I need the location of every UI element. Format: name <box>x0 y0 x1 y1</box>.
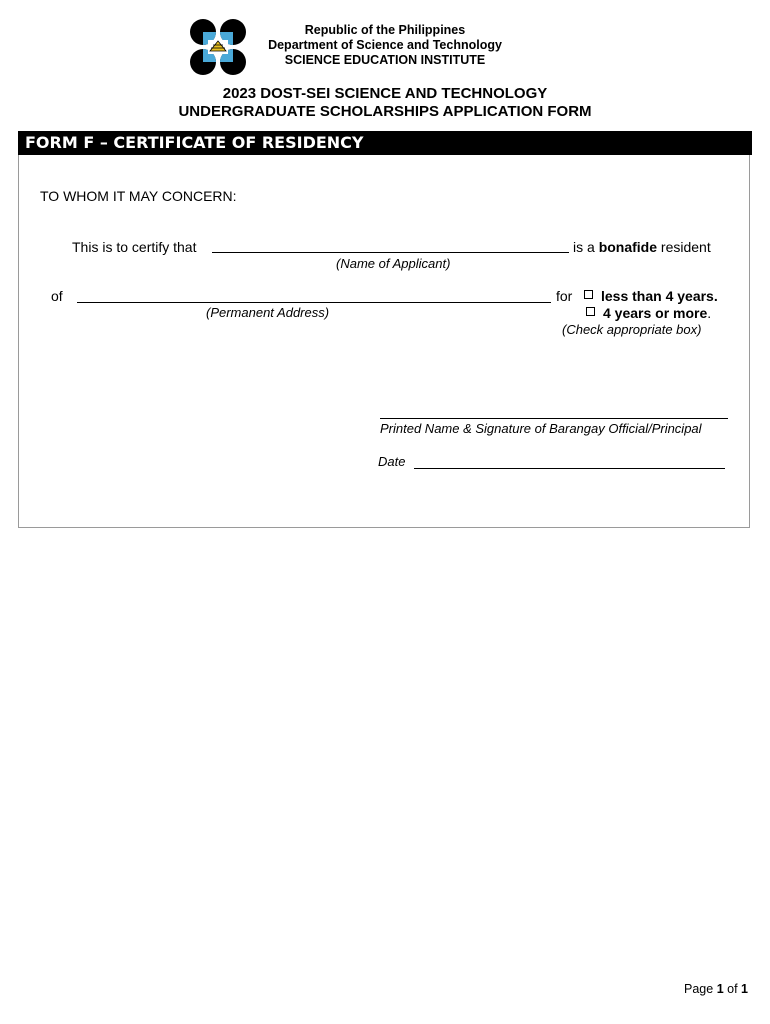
name-caption: (Name of Applicant) <box>336 256 451 271</box>
header-republic: Republic of the Philippines <box>304 23 466 37</box>
form-banner: FORM F – CERTIFICATE OF RESIDENCY <box>18 131 752 155</box>
of-label: of <box>51 288 63 304</box>
form-title-line1: 2023 DOST-SEI SCIENCE AND TECHNOLOGY <box>222 85 548 102</box>
dost-logo <box>188 18 248 76</box>
date-label: Date <box>378 454 406 469</box>
for-label: for <box>556 288 573 304</box>
header-department: Department of Science and Technology <box>268 38 502 52</box>
less-than-4-years-checkbox[interactable] <box>584 290 593 299</box>
address-caption: (Permanent Address) <box>206 305 330 320</box>
form-title-line2: UNDERGRADUATE SCHOLARSHIPS APPLICATION FORM <box>178 103 592 120</box>
applicant-name-line[interactable] <box>212 252 569 253</box>
4-years-or-more-checkbox[interactable] <box>586 307 595 316</box>
page-number: Page 1 of 1 <box>684 982 748 996</box>
date-line[interactable] <box>414 468 725 469</box>
header-institute: SCIENCE EDUCATION INSTITUTE <box>284 53 486 67</box>
option-4-years-or-more: 4 years or more. <box>603 305 712 321</box>
salutation: TO WHOM IT MAY CONCERN: <box>40 188 237 204</box>
option-less-than-4-years: less than 4 years. <box>601 288 718 304</box>
signature-line[interactable] <box>380 418 728 419</box>
permanent-address-line[interactable] <box>77 302 551 303</box>
check-caption: (Check appropriate box) <box>562 322 702 337</box>
signature-caption: Printed Name & Signature of Barangay Official/Principal <box>380 421 702 436</box>
certify-prefix: This is to certify that <box>72 239 197 255</box>
certify-suffix: is a bonafide resident <box>573 239 711 255</box>
